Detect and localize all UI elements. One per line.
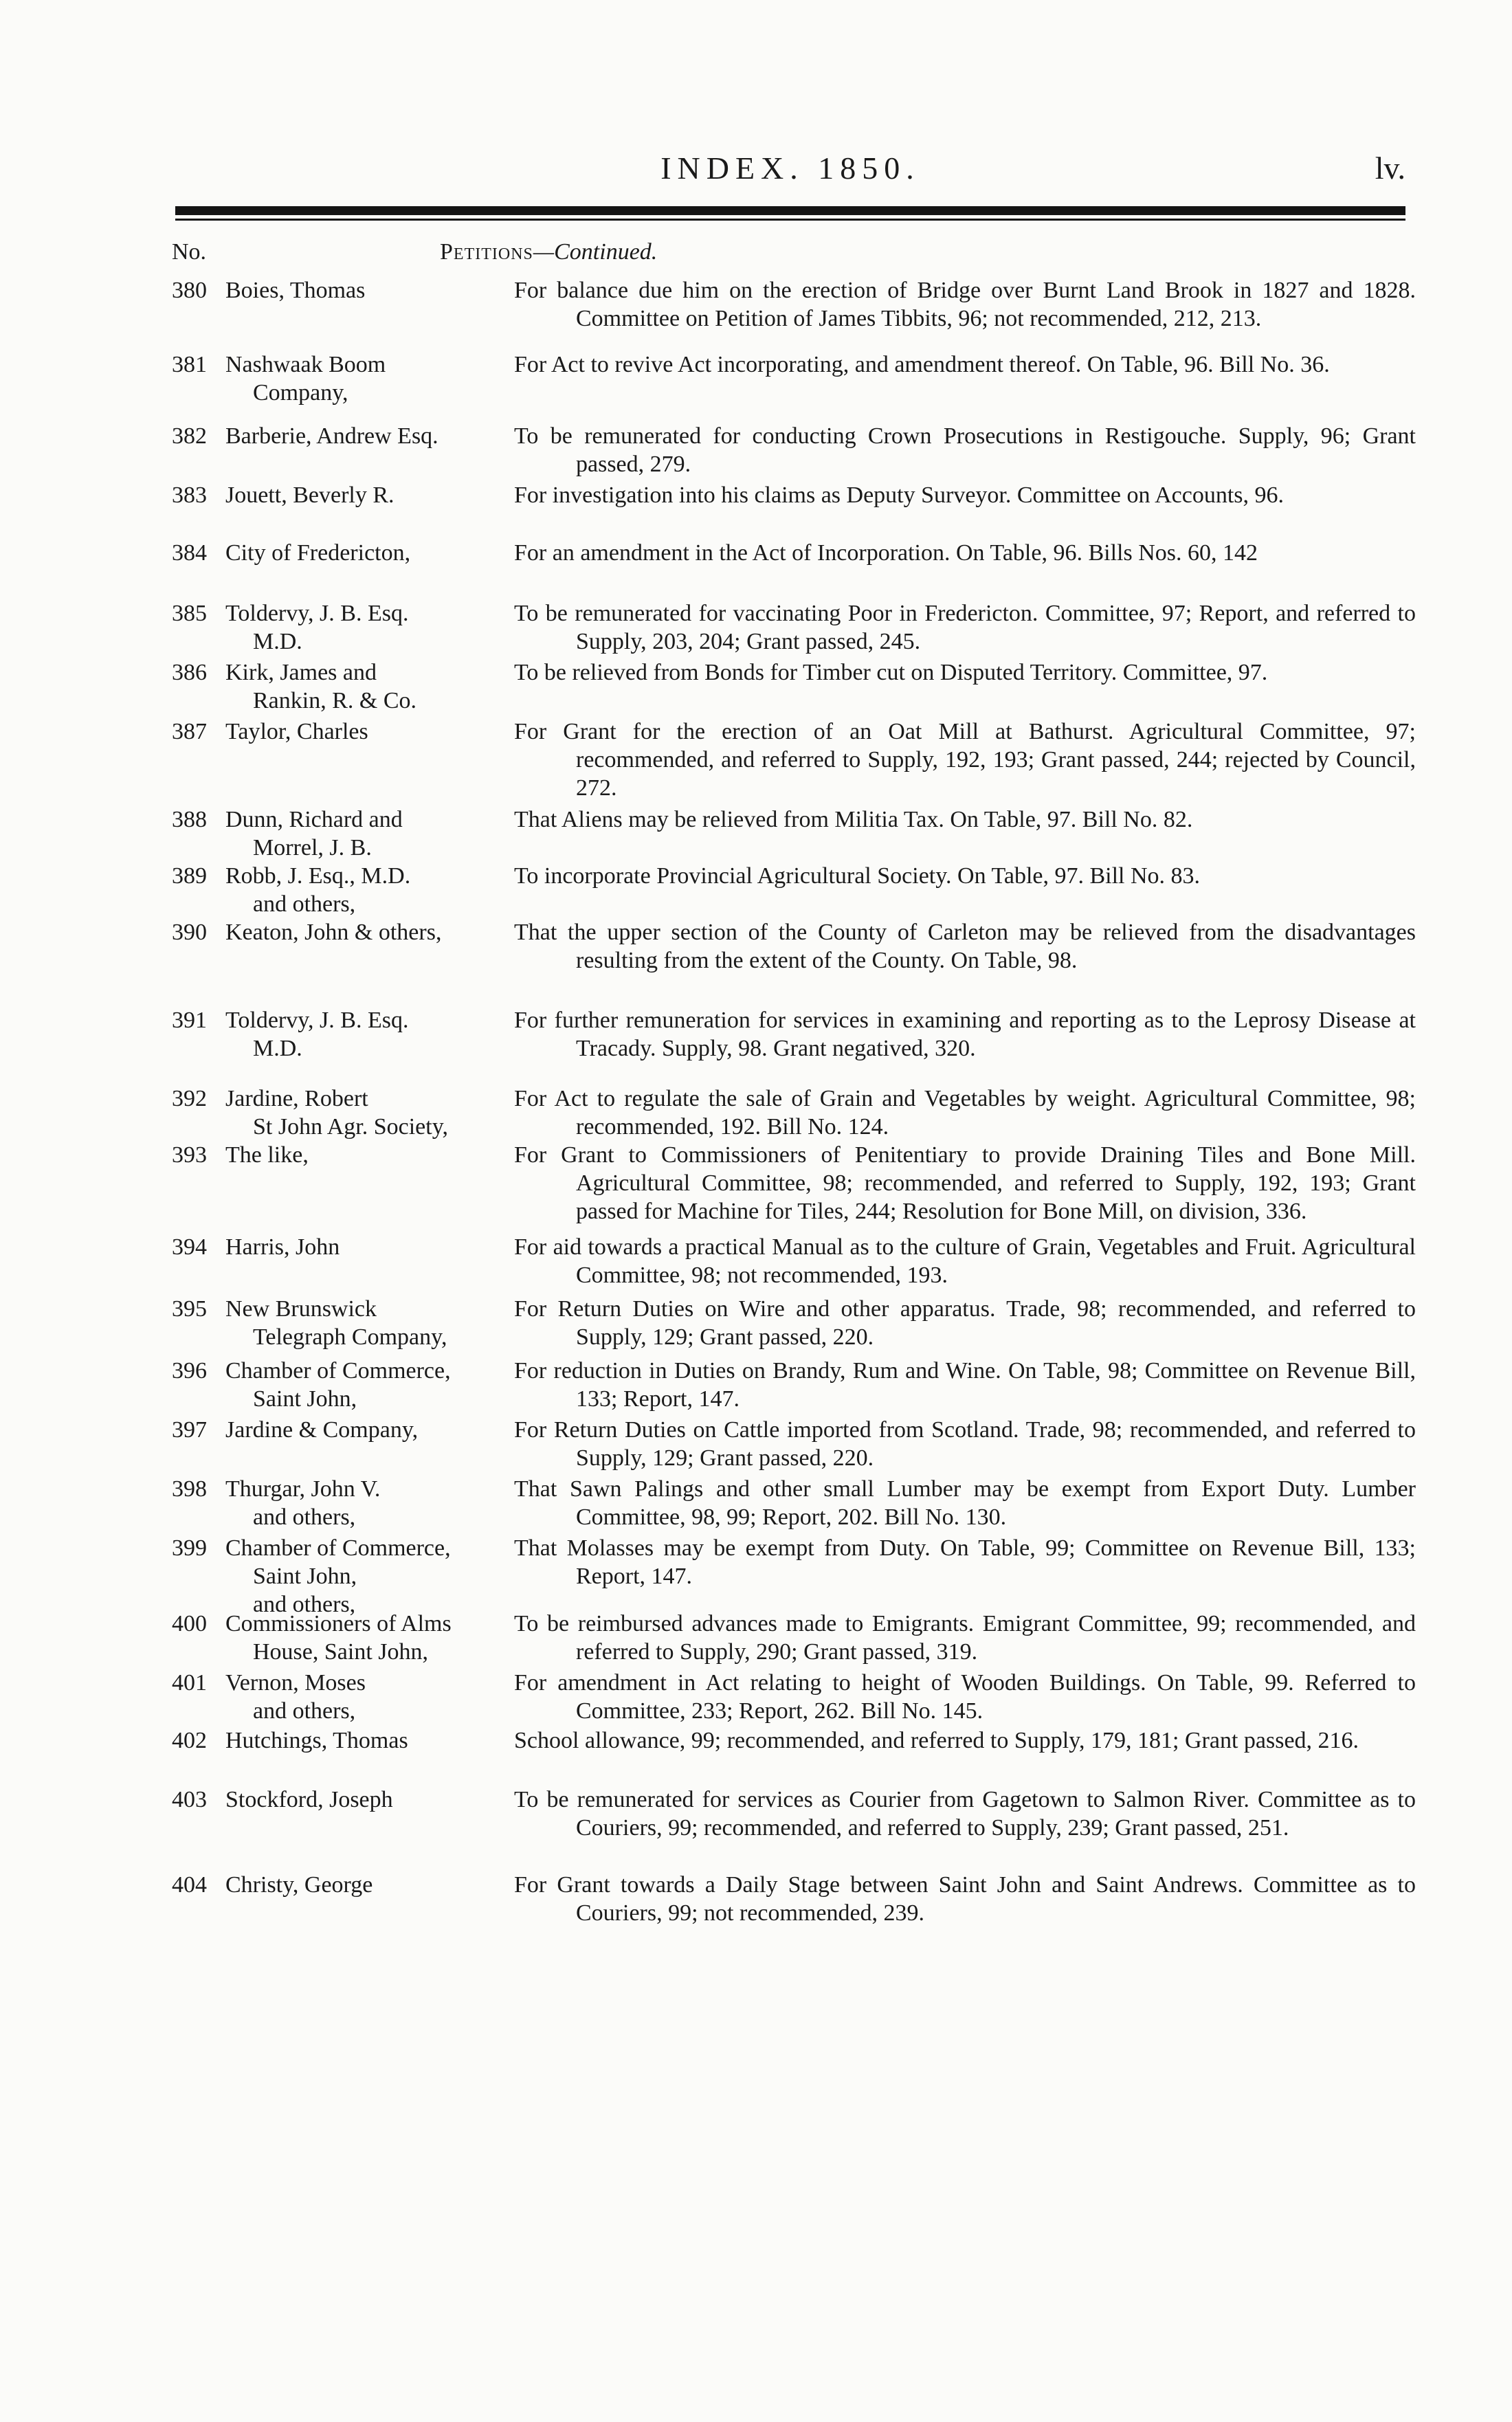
entry-petitioner xyxy=(225,918,514,975)
entry-description: To be reimbursed advances made to Emigrants. Emigrant Committee, 99; recommended, and referred to Supply, 290; Grant passed, 319. xyxy=(514,1611,1416,1665)
entry-number: 393 xyxy=(172,1142,207,1168)
section-heading xyxy=(440,239,657,265)
petitioner-line: House, Saint John, xyxy=(253,1639,428,1665)
entry-number: 381 xyxy=(172,352,207,377)
entry-description: That Molasses may be exempt from Duty. On Table, 99; Committee on Revenue Bill, 133; Report, 147. xyxy=(514,1535,1416,1589)
entry-number: 387 xyxy=(172,719,207,744)
petitioner-line: and others, xyxy=(253,1504,356,1530)
number-column-label: No. xyxy=(172,239,207,265)
entry-number: 391 xyxy=(172,1008,207,1033)
entry-number: 382 xyxy=(172,423,207,449)
petitioner-line: and others, xyxy=(253,891,356,917)
petitioner-line: Hutchings, Thomas xyxy=(225,1728,408,1753)
petitioner-line: Dunn, Richard and xyxy=(225,807,403,832)
entry-petitioner xyxy=(225,351,514,407)
entry-petitioner xyxy=(225,1534,514,1619)
petitioner-line: Kirk, James and xyxy=(225,660,377,685)
petition-entry xyxy=(172,1669,1416,1725)
petitioner-line: Chamber of Commerce, xyxy=(225,1535,451,1561)
petition-entry xyxy=(172,862,1416,918)
petitioner-line: Jouett, Beverly R. xyxy=(225,482,394,508)
entry-petitioner xyxy=(225,1669,514,1725)
entry-petitioner xyxy=(225,539,514,567)
entry-petitioner xyxy=(225,1357,514,1413)
petitioner-line: Barberie, Andrew Esq. xyxy=(225,423,438,449)
entry-description: School allowance, 99; recommended, and referred to Supply, 179, 181; Grant passed, 216. xyxy=(514,1728,1359,1753)
entry-description: For Act to regulate the sale of Grain and Vegetables by weight. Agricultural Committee, 98; recommended, 192. Bill No. 124. xyxy=(514,1086,1416,1140)
entry-description: For aid towards a practical Manual as to the culture of Grain, Vegetables and Fruit. Agricultural Committee, 98; not recommended, 193. xyxy=(514,1234,1416,1288)
entry-petitioner xyxy=(225,1141,514,1225)
petitioner-line: New Brunswick xyxy=(225,1296,377,1322)
page-number: lv. xyxy=(1375,151,1405,186)
entry-description: That Aliens may be relieved from Militia Tax. On Table, 97. Bill No. 82. xyxy=(514,807,1193,832)
petitioner-line: and others, xyxy=(253,1592,356,1617)
entry-number: 402 xyxy=(172,1728,207,1753)
header-rule xyxy=(175,206,1405,224)
petition-entry xyxy=(172,422,1416,478)
entry-petitioner xyxy=(225,1871,514,1927)
petitioner-line: Jardine & Company, xyxy=(225,1417,419,1443)
petition-entry xyxy=(172,1233,1416,1289)
entry-description: To be remunerated for services as Courier from Gagetown to Salmon River. Committee as to Couriers, 99; recommended, and referred to Supply, 239; Grant passed, 251. xyxy=(514,1787,1416,1841)
entry-description: For Grant to Commissioners of Penitentiary to provide Draining Tiles and Bone Mill. Agricultural Committee, 98; recommended, and referred to Supply, 192, 193; Grant passed for Machine for Tiles, 244; Resolution for Bone Mill, on division, 336. xyxy=(514,1142,1416,1224)
entry-description: To be relieved from Bonds for Timber cut on Disputed Territory. Committee, 97. xyxy=(514,660,1268,685)
entry-number: 398 xyxy=(172,1476,207,1502)
entry-petitioner xyxy=(225,481,514,509)
entry-number: 384 xyxy=(172,540,207,566)
header-rule-thin xyxy=(175,219,1405,221)
petition-entry xyxy=(172,718,1416,802)
petitioner-line: Telegraph Company, xyxy=(253,1324,447,1350)
entry-number: 400 xyxy=(172,1611,207,1636)
petition-entry xyxy=(172,1786,1416,1842)
entry-number: 386 xyxy=(172,660,207,685)
petitioner-line: Toldervy, J. B. Esq. xyxy=(225,1008,409,1033)
petitioner-line: Keaton, John & others, xyxy=(225,920,442,945)
entry-petitioner xyxy=(225,1233,514,1289)
entry-petitioner xyxy=(225,1006,514,1063)
entry-petitioner xyxy=(225,1295,514,1351)
petition-entry xyxy=(172,1085,1416,1141)
section-continued: —Continued. xyxy=(533,239,658,265)
petitioner-line: Rankin, R. & Co. xyxy=(253,688,417,713)
petitioner-line: and others, xyxy=(253,1698,356,1724)
entry-number: 401 xyxy=(172,1670,207,1696)
entry-petitioner xyxy=(225,806,514,862)
petitioner-line: The like, xyxy=(225,1142,309,1168)
petition-entry xyxy=(172,1871,1416,1927)
entry-number: 390 xyxy=(172,920,207,945)
entry-petitioner xyxy=(225,862,514,918)
entry-petitioner xyxy=(225,1416,514,1472)
petition-entry xyxy=(172,1416,1416,1472)
petitioner-line: Stockford, Joseph xyxy=(225,1787,393,1812)
entry-petitioner xyxy=(225,422,514,478)
entry-number: 399 xyxy=(172,1535,207,1561)
petition-entry xyxy=(172,1534,1416,1619)
petitioner-line: Nashwaak Boom xyxy=(225,352,386,377)
entry-description: To be remunerated for vaccinating Poor in Fredericton. Committee, 97; Report, and referred to Supply, 203, 204; Grant passed, 245. xyxy=(514,601,1416,654)
petition-entry xyxy=(172,539,1416,567)
petitioner-line: Thurgar, John V. xyxy=(225,1476,381,1502)
petitioner-line: Company, xyxy=(253,380,348,405)
entry-description: That Sawn Palings and other small Lumber may be exempt from Export Duty. Lumber Committee, 98, 99; Report, 202. Bill No. 130. xyxy=(514,1476,1416,1530)
petition-entry xyxy=(172,1141,1416,1225)
entry-number: 397 xyxy=(172,1417,207,1443)
petitioner-line: Christy, George xyxy=(225,1872,373,1898)
petition-entry xyxy=(172,481,1416,509)
petitioner-line: Saint John, xyxy=(253,1564,357,1589)
petition-entry xyxy=(172,918,1416,975)
entry-number: 395 xyxy=(172,1296,207,1322)
entry-description: For investigation into his claims as Deputy Surveyor. Committee on Accounts, 96. xyxy=(514,482,1285,508)
entry-petitioner xyxy=(225,1085,514,1141)
petitioner-line: M.D. xyxy=(253,1036,302,1061)
petitioner-line: City of Fredericton, xyxy=(225,540,411,566)
petitioner-line: Commissioners of Alms xyxy=(225,1611,452,1636)
petitioner-line: Boies, Thomas xyxy=(225,278,366,303)
petitioner-line: St John Agr. Society, xyxy=(253,1114,448,1140)
entry-petitioner xyxy=(225,1475,514,1531)
petition-entry xyxy=(172,351,1416,407)
petitioner-line: Jardine, Robert xyxy=(225,1086,368,1111)
page-header xyxy=(175,150,1405,191)
petitioner-line: Taylor, Charles xyxy=(225,719,368,744)
petitioner-line: Robb, J. Esq., M.D. xyxy=(225,863,411,889)
petitioner-line: Chamber of Commerce, xyxy=(225,1358,451,1384)
entry-description: For Return Duties on Wire and other apparatus. Trade, 98; recommended, and referred to Supply, 129; Grant passed, 220. xyxy=(514,1296,1416,1350)
entry-number: 404 xyxy=(172,1872,207,1898)
entry-description: For amendment in Act relating to height of Wooden Buildings. On Table, 99. Referred to Committee, 233; Report, 262. Bill No. 145. xyxy=(514,1670,1416,1724)
petition-entry xyxy=(172,658,1416,715)
petition-entry xyxy=(172,599,1416,656)
petitioner-line: Vernon, Moses xyxy=(225,1670,366,1696)
petitioner-line: Toldervy, J. B. Esq. xyxy=(225,601,409,626)
entry-number: 389 xyxy=(172,863,207,889)
petition-entry xyxy=(172,276,1416,333)
petitioner-line: Morrel, J. B. xyxy=(253,835,372,860)
entry-description: For Return Duties on Cattle imported from Scotland. Trade, 98; recommended, and referred to Supply, 129; Grant passed, 220. xyxy=(514,1417,1416,1471)
entry-number: 394 xyxy=(172,1234,207,1260)
entry-description: That the upper section of the County of Carleton may be relieved from the disadvantages resulting from the extent of the County. On Table, 98. xyxy=(514,920,1416,973)
entry-petitioner xyxy=(225,1786,514,1842)
entry-petitioner xyxy=(225,1610,514,1666)
petitioner-line: Saint John, xyxy=(253,1386,357,1412)
petition-entry xyxy=(172,1006,1416,1063)
entry-petitioner xyxy=(225,718,514,802)
entry-number: 392 xyxy=(172,1086,207,1111)
entry-description: For balance due him on the erection of Bridge over Burnt Land Brook in 1827 and 1828. Committee on Petition of James Tibbits, 96; not recommended, 212, 213. xyxy=(514,278,1416,331)
entry-number: 385 xyxy=(172,601,207,626)
petitioner-line: Harris, John xyxy=(225,1234,340,1260)
entry-petitioner xyxy=(225,599,514,656)
entry-number: 403 xyxy=(172,1787,207,1812)
entry-number: 388 xyxy=(172,807,207,832)
entry-petitioner xyxy=(225,1726,514,1755)
petition-entry xyxy=(172,1610,1416,1666)
entry-description: For an amendment in the Act of Incorporation. On Table, 96. Bills Nos. 60, 142 xyxy=(514,540,1258,566)
entry-description: For reduction in Duties on Brandy, Rum and Wine. On Table, 98; Committee on Revenue Bill, 133; Report, 147. xyxy=(514,1358,1416,1412)
petition-entry xyxy=(172,1357,1416,1413)
entry-description: To incorporate Provincial Agricultural Society. On Table, 97. Bill No. 83. xyxy=(514,863,1201,889)
entry-number: 380 xyxy=(172,278,207,303)
petition-entry xyxy=(172,806,1416,862)
column-heading xyxy=(172,239,1409,269)
entry-description: For Act to revive Act incorporating, and amendment thereof. On Table, 96. Bill No. 36. xyxy=(514,352,1330,377)
petitioner-line: M.D. xyxy=(253,629,302,654)
page-title: INDEX. 1850. xyxy=(660,151,920,186)
entry-number: 396 xyxy=(172,1358,207,1384)
entry-petitioner xyxy=(225,276,514,333)
entry-number: 383 xyxy=(172,482,207,508)
petition-entry xyxy=(172,1295,1416,1351)
entry-petitioner xyxy=(225,658,514,715)
section-title: Petitions xyxy=(440,239,533,265)
entry-description: For further remuneration for services in examining and reporting as to the Leprosy Disease at Tracady. Supply, 98. Grant negatived, 320. xyxy=(514,1008,1416,1061)
entry-description: To be remunerated for conducting Crown Prosecutions in Restigouche. Supply, 96; Grant passed, 279. xyxy=(514,423,1416,477)
entry-description: For Grant for the erection of an Oat Mill at Bathurst. Agricultural Committee, 97; recommended, and referred to Supply, 192, 193; Grant passed, 244; rejected by Council, 272. xyxy=(514,719,1416,801)
header-rule-thick xyxy=(175,206,1405,215)
petition-entry xyxy=(172,1726,1416,1755)
petition-entry xyxy=(172,1475,1416,1531)
entry-description: For Grant towards a Daily Stage between Saint John and Saint Andrews. Committee as to Couriers, 99; not recommended, 239. xyxy=(514,1872,1416,1926)
